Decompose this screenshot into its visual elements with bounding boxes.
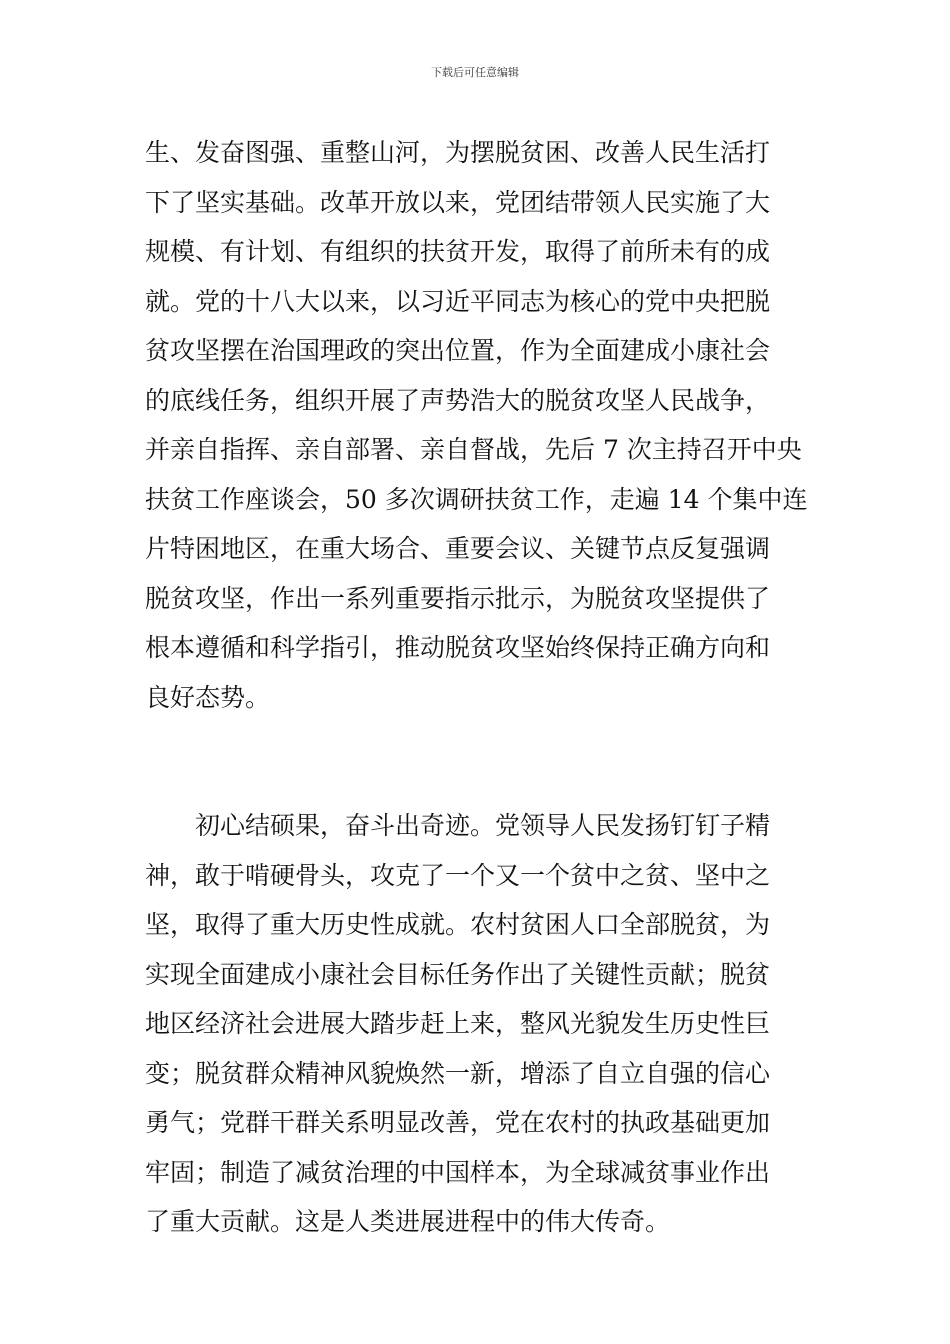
paragraph-1 [145,128,815,722]
document-body [145,128,815,1247]
text-line: 生、发奋图强、重整山河，为摆脱贫困、改善人民生活打 [145,138,771,167]
text-line: 扶贫工作座谈会，50 多次调研扶贫工作，走遍 14 个集中连 [145,484,808,514]
text-line: 神，敢于啃硬骨头，攻克了一个又一个贫中之贫、坚中之 [145,860,771,890]
paragraph-spacer [145,722,815,801]
page-header-note: 下载后可任意编辑 [431,66,519,79]
text-line: 牢固；制造了减贫治理的中国样本，为全球减贫事业作出 [145,1157,771,1187]
text-line: 良好态势。 [145,682,271,712]
text-line: 根本遵循和科学指引，推动脱贫攻坚始终保持正确方向和 [145,633,771,662]
text-line: 规模、有计划、有组织的扶贫开发，取得了前所未有的成 [145,237,771,266]
text-line: 的底线任务，组织开展了声势浩大的脱贫攻坚人民战争， [145,385,771,415]
text-line: 地区经济社会进展大踏步赶上来，整风光貌发生历史性巨 [145,1009,771,1038]
paragraph-2 [145,801,815,1247]
text-line: 脱贫攻坚，作出一系列重要指示批示，为脱贫攻坚提供了 [145,583,771,613]
text-line: 贫攻坚摆在治国理政的突出位置，作为全面建成小康社会 [145,336,771,365]
text-line: 下了坚实基础。改革开放以来，党团结带领人民实施了大 [145,187,771,217]
text-line: 就。党的十八大以来，以习近平同志为核心的党中央把脱 [145,286,771,316]
text-line: 实现全面建成小康社会目标任务作出了关键性贡献；脱贫 [145,959,771,989]
text-line: 片特困地区，在重大场合、重要会议、关键节点反复强调 [145,534,771,563]
text-line: 勇气；党群干群关系明显改善，党在农村的执政基础更加 [145,1108,771,1137]
text-line: 并亲自指挥、亲自部署、亲自督战，先后 7 次主持召开中央 [145,435,802,464]
text-line: 坚，取得了重大历史性成就。农村贫困人口全部脱贫，为 [145,910,771,939]
text-line: 变；脱贫群众精神风貌焕然一新，增添了自立自强的信心 [145,1058,771,1088]
text-line: 了重大贡献。这是人类进展进程中的伟大传奇。 [145,1207,671,1236]
text-line: 初心结硕果，奋斗出奇迹。党领导人民发扬钉钉子精 [145,811,771,840]
